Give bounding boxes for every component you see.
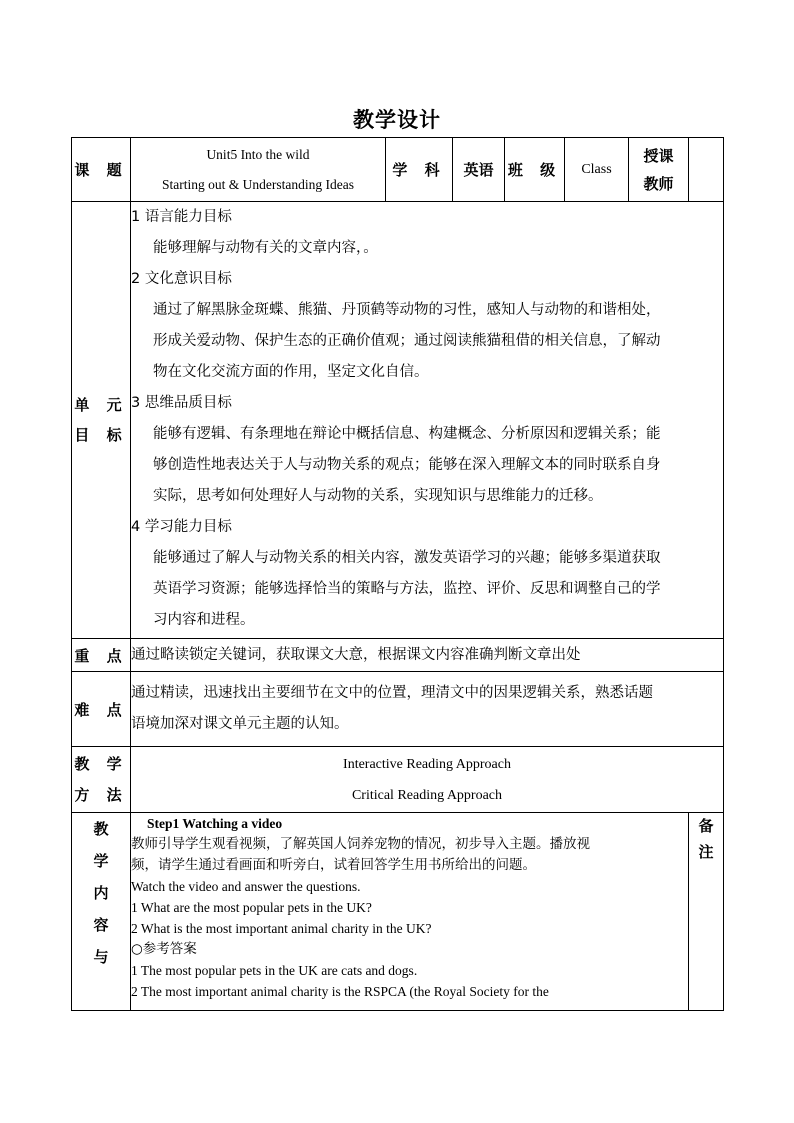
difficulties-label: 难 点 — [72, 672, 131, 747]
content-label-char: 容 — [93, 916, 109, 934]
question-line: 1 What are the most popular pets in the UK? — [131, 900, 372, 915]
answer-line: 1 The most popular pets in the UK are cats and dogs. — [131, 963, 418, 978]
difficulties-line1: 通过精读，迅速找出主要细节在文中的位置，理清文中的因果逻辑关系，熟悉话题 — [131, 685, 653, 701]
goal-line: 实际，思考如何处理好人与动物的关系，实现知识与思维能力的迁移。 — [153, 488, 603, 504]
question-line: 2 What is the most important animal charity in the UK? — [131, 921, 432, 936]
goal-heading-language: 1 语言能力目标 — [131, 209, 232, 225]
method-item: Interactive Reading Approach — [343, 756, 511, 772]
goal-line: 能够理解与动物有关的文章内容，。 — [153, 240, 378, 256]
subject-label: 学 科 — [386, 138, 453, 202]
methods-label — [72, 747, 131, 813]
intro-line: 教师引导学生观看视频，了解英国人饲养宠物的情况，初步导入主题。播放视 — [131, 836, 590, 852]
answer-line: 2 The most important animal charity is the RSPCA (the Royal Society for the — [131, 984, 549, 999]
topic-label: 课 题 — [72, 138, 131, 202]
goal-line: 通过了解黑脉金斑蝶、熊猫、丹顶鹤等动物的习性，感知人与动物的和谐相处， — [153, 302, 661, 318]
goal-line: 能够有逻辑、有条理地在辩论中概括信息、构建概念、分析原因和逻辑关系；能 — [153, 426, 661, 442]
teacher-label — [629, 138, 689, 202]
goal-heading-learning: 4 学习能力目标 — [131, 519, 232, 535]
unit-goals-content — [131, 202, 724, 639]
difficulties-text — [131, 672, 724, 747]
unit-goals-label-line2: 目 标 — [74, 426, 128, 444]
goal-line: 能够通过了解人与动物关系的相关内容，激发英语学习的兴趣；能够多渠道获取 — [153, 550, 661, 566]
methods-row — [72, 747, 724, 813]
methods-label-line2: 方 法 — [74, 785, 128, 804]
unit-goals-label — [72, 202, 131, 639]
unit-goals-row — [72, 202, 724, 639]
key-points-row — [72, 639, 724, 672]
header-row — [72, 138, 724, 202]
difficulties-row — [72, 672, 724, 747]
goal-line: 英语学习资源；能够选择恰当的策略与方法，监控、评价、反思和调整自己的学 — [153, 581, 661, 597]
goal-line: 形成关爱动物、保护生态的正确价值观；通过阅读熊猫租借的相关信息，了解动 — [153, 333, 661, 349]
remarks-label-char: 注 — [698, 843, 714, 861]
lesson-plan-table — [71, 137, 724, 1011]
step-title: Step1 Watching a video — [147, 816, 283, 831]
content-row — [72, 813, 724, 1011]
class-value: Class — [565, 138, 629, 202]
remarks-label-char: 备 — [698, 817, 714, 835]
content-body — [131, 813, 689, 1011]
answer-heading: ○参考答案 — [131, 941, 197, 957]
teacher-label-line2: 教师 — [643, 174, 674, 193]
methods-label-line1: 教 学 — [74, 754, 128, 773]
task-line: Watch the video and answer the questions. — [131, 879, 361, 894]
teacher-label-line1: 授课 — [643, 146, 674, 165]
method-item: Critical Reading Approach — [351, 787, 503, 803]
goal-line: 习内容和进程。 — [153, 612, 255, 628]
subject-value: 英语 — [453, 138, 505, 202]
lesson-title-line2: Starting out & Understanding Ideas — [162, 176, 354, 192]
lesson-title-cell — [131, 138, 386, 202]
goal-line: 物在文化交流方面的作用，坚定文化自信。 — [153, 364, 429, 380]
intro-line: 频，请学生通过看画面和听旁白，试着回答学生用书所给出的问题。 — [131, 857, 536, 873]
teacher-value — [689, 138, 724, 202]
methods-content — [131, 747, 724, 813]
goal-line: 够创造性地表达关于人与动物关系的观点；能够在深入理解文本的同时联系自身 — [153, 457, 661, 473]
difficulties-line2: 语境加深对课文单元主题的认知。 — [131, 716, 349, 732]
content-label-char: 与 — [93, 948, 109, 966]
key-points-text: 通过略读锁定关键词，获取课文大意，根据课文内容准确判断文章出处 — [131, 639, 724, 672]
content-label-char: 内 — [93, 884, 109, 902]
key-points-label: 重 点 — [72, 639, 131, 672]
content-label-char: 教 — [93, 820, 109, 838]
document-title: 教学设计 — [353, 108, 441, 132]
goal-heading-culture: 2 文化意识目标 — [131, 271, 232, 287]
class-label: 班 级 — [505, 138, 565, 202]
goal-heading-thinking: 3 思维品质目标 — [131, 395, 232, 411]
content-label — [72, 813, 131, 1011]
content-label-char: 学 — [93, 852, 109, 870]
lesson-title-line1: Unit5 Into the wild — [206, 146, 310, 162]
remarks-label — [689, 813, 724, 1011]
unit-goals-label-line1: 单 元 — [74, 396, 128, 414]
